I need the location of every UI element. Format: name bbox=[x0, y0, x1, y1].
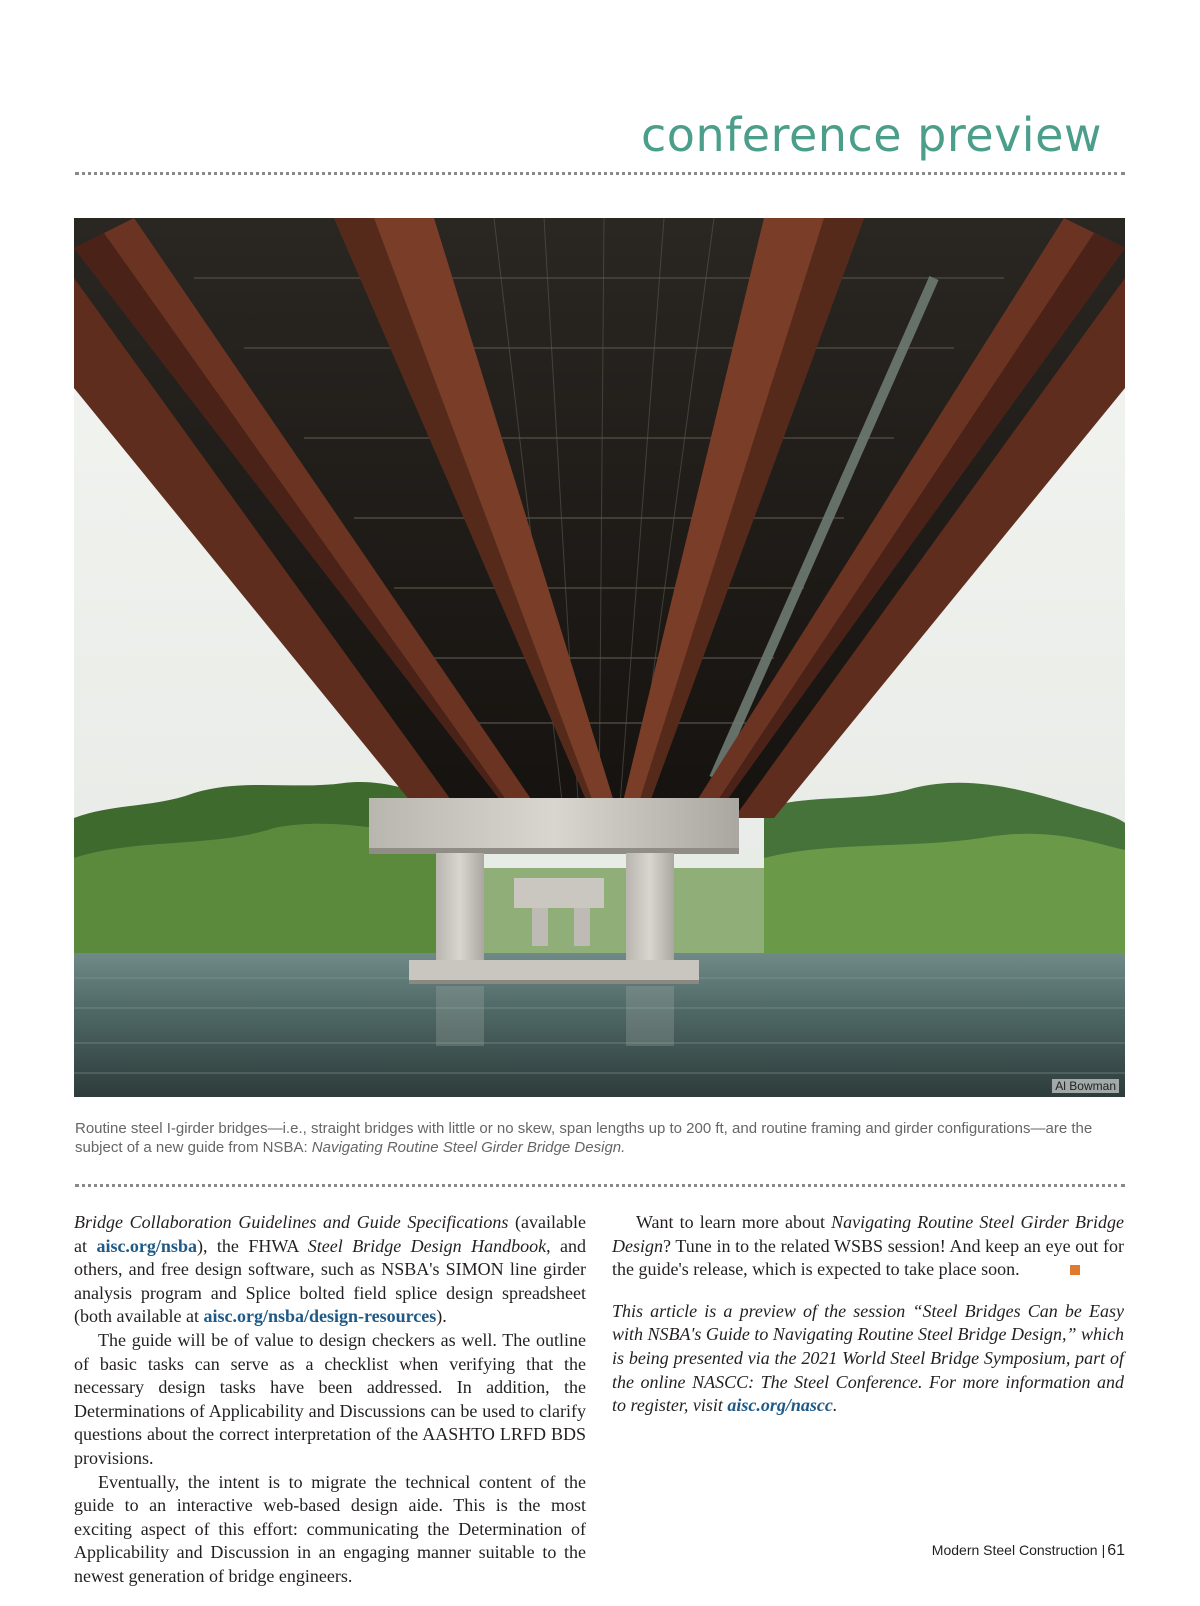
bridge-underside-illustration bbox=[74, 218, 1125, 1097]
link-design-resources[interactable]: aisc.org/nsba/design-resources bbox=[203, 1306, 437, 1327]
bridge-photo bbox=[74, 218, 1125, 1097]
photo-credit: Al Bowman bbox=[1052, 1079, 1119, 1093]
note-end: . bbox=[832, 1395, 838, 1416]
paragraph-2: The guide will be of value to design checkers as well. The outline of basic tasks can serve as a checklist when verifying that the necessary design tasks have been addressed. In addition, the Determinations of Applicability and Discussions can be used to clarify questions about the correct interpretation of the AASHTO LRFD BDS provisions. bbox=[74, 1329, 586, 1468]
footer-separator: | bbox=[1101, 1542, 1106, 1558]
session-note bbox=[612, 1300, 1124, 1418]
p1-text-1: (available at bbox=[74, 1212, 586, 1256]
body-column-right bbox=[612, 1211, 1124, 1418]
top-dotted-rule bbox=[75, 172, 1125, 175]
caption-italic-title: Navigating Routine Steel Girder Bridge Design. bbox=[311, 1139, 626, 1156]
p1-text-2: ), the FHWA bbox=[196, 1235, 308, 1256]
p1-text-4: ). bbox=[436, 1306, 447, 1327]
body-column-left bbox=[74, 1211, 586, 1589]
note-text: This article is a preview of the session “Steel Bridges Can be Easy with NSBA's Guide to Navigating Routine Steel Bridge Design,” which is being presented via the 2021 World Steel Bridge Symposium, part of the online NASCC: The Steel Conference. For more information and to register, visit bbox=[612, 1300, 1124, 1416]
p4-italic-title: Navigating Routine Steel Girder Bridge Design bbox=[612, 1212, 1124, 1256]
photo-caption bbox=[75, 1119, 1125, 1157]
p1-text-3: , and others, and free design software, such as NSBA's SIMON line girder analysis program and Splice bolted field splice design spreadsheet (both available at bbox=[74, 1235, 586, 1327]
middle-dotted-rule bbox=[75, 1184, 1125, 1187]
paragraph-1 bbox=[74, 1211, 586, 1329]
paragraph-4 bbox=[612, 1211, 1124, 1282]
end-of-article-mark bbox=[1070, 1265, 1080, 1275]
p4-text-1: Want to learn more about bbox=[636, 1212, 832, 1232]
link-aisc-nascc[interactable]: aisc.org/nascc bbox=[727, 1395, 833, 1416]
p4-text-2: ? Tune in to the related WSBS session! And keep an eye out for the guide's release, which is expected to take place soon. bbox=[612, 1235, 1124, 1280]
p1-italic-title: Bridge Collaboration Guidelines and Guide Specifications bbox=[74, 1212, 509, 1232]
page-footer bbox=[932, 1542, 1125, 1560]
publication-name: Modern Steel Construction bbox=[931, 1542, 1098, 1558]
p1-italic-handbook: Steel Bridge Design Handbook bbox=[307, 1235, 547, 1256]
paragraph-3: Eventually, the intent is to migrate the technical content of the guide to an interactive web-based design aide. This is the most exciting aspect of this effort: communicating the Determination of Applicability and Discussion in an engaging manner suitable to the newest generation of bridge engineers. bbox=[74, 1471, 586, 1586]
page-number: 61 bbox=[1107, 1542, 1125, 1559]
link-aisc-nsba[interactable]: aisc.org/nsba bbox=[96, 1235, 197, 1256]
section-title: conference preview bbox=[641, 108, 1102, 162]
caption-text: Routine steel I-girder bridges—i.e., straight bridges with little or no skew, span lengths up to 200 ft, and routine framing and girder configurations—are the subject of a new guide from NSBA: bbox=[75, 1120, 1093, 1156]
